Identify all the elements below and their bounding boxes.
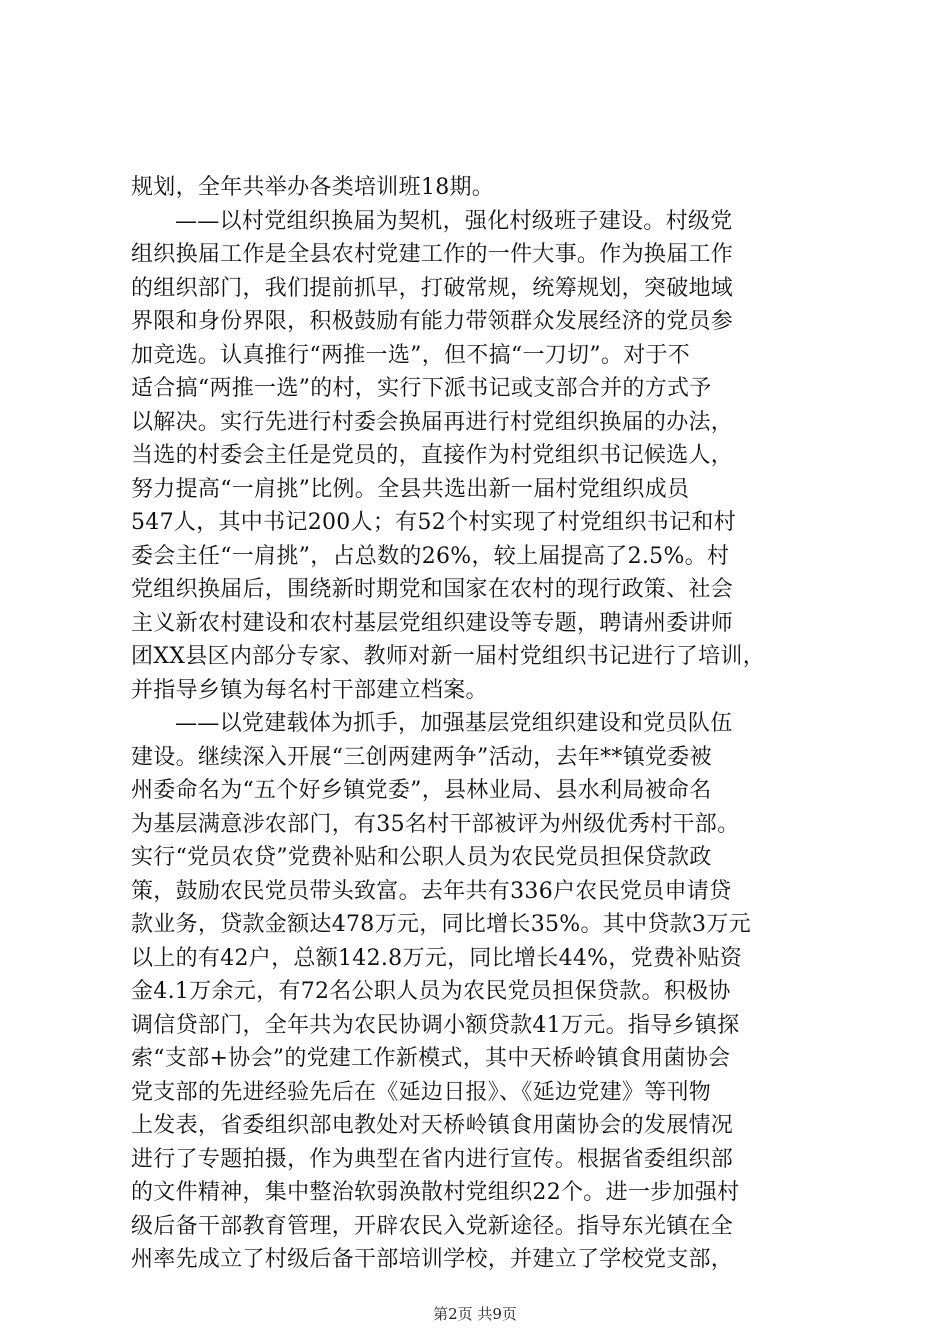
text-line: 团XX县区内部分专家、教师对新一届村党组织书记进行了培训， (131, 644, 766, 669)
text-line: 以上的有42户，总额142.8万元，同比增长44%，党费补贴资 (131, 945, 743, 971)
text-line: 党支部的先进经验先后在《延边日报》、《延边党建》等刊物 (131, 1079, 712, 1105)
text-line: 金4.1万余元，有72名公职人员为农民党员担保贷款。积极协 (131, 979, 731, 1004)
text-line: ——以党建载体为抓手，加强基层党组织建设和党员队伍 (175, 711, 733, 736)
text-line: 努力提高“一肩挑”比例。全县共选出新一届村党组织成员 (131, 476, 690, 502)
text-line: 当选的村委会主任是党员的，直接作为村党组织书记候选人， (131, 443, 734, 468)
text-line: 州率先成立了村级后备干部培训学校，并建立了学校党支部， (131, 1247, 734, 1272)
text-line: 为基层满意涉农部门，有35名村干部被评为州级优秀村干部。 (131, 811, 740, 837)
text-line: 并指导乡镇为每名村干部建立档案。 (131, 677, 488, 703)
text-line: 进行了专题拍摄，作为典型在省内进行宣传。根据省委组织部 (131, 1146, 734, 1172)
text-line: ——以村党组织换届为契机，强化村级班子建设。村级党 (175, 208, 733, 234)
text-line: 的组织部门，我们提前抓早，打破常规，统筹规划，突破地域 (131, 275, 734, 301)
text-line: 规划，全年共举办各类培训班18期。 (131, 175, 495, 200)
page-footer: 第2页 共9页 (433, 1305, 517, 1323)
text-line: 主义新农村建设和农村基层党组织建设等专题，聘请州委讲师 (131, 610, 734, 636)
text-line: 索“支部+协会”的党建工作新模式，其中天桥岭镇食用菌协会 (131, 1046, 731, 1071)
text-line: 建设。继续深入开展“三创两建两争”活动，去年**镇党委被 (131, 744, 712, 770)
text-line: 委会主任“一肩挑”，占总数的26%，较上届提高了2.5%。村 (131, 543, 730, 569)
text-line: 实行“党员农贷”党费补贴和公职人员为农民党员担保贷款政 (131, 845, 712, 870)
text-line: 界限和身份界限，积极鼓励有能力带领群众发展经济的党员参 (131, 309, 734, 334)
body-text (131, 171, 831, 1277)
text-line: 加竞选。认真推行“两推一选”，但不搞“一刀切”。对于不 (131, 342, 691, 368)
text-line: 上发表，省委组织部电教处对天桥岭镇食用菌协会的发展情况 (131, 1113, 734, 1138)
text-line: 款业务，贷款金额达478万元，同比增长35%。其中贷款3万元 (131, 912, 751, 937)
text-line: 以解决。实行先进行村委会换届再进行村党组织换届的办法， (131, 409, 734, 435)
text-line: 的文件精神，集中整治软弱涣散村党组织22个。进一步加强村 (131, 1180, 740, 1205)
text-line: 策，鼓励农民党员带头致富。去年共有336户农民党员申请贷 (131, 878, 732, 904)
text-line: 适合搞“两推一选”的村，实行下派书记或支部合并的方式予 (131, 376, 712, 401)
text-line: 党组织换届后，围绕新时期党和国家在农村的现行政策、社会 (131, 577, 734, 602)
text-line: 级后备干部教育管理，开辟农民入党新途径。指导东光镇在全 (131, 1213, 734, 1239)
text-line: 组织换届工作是全县农村党建工作的一件大事。作为换届工作 (131, 242, 734, 267)
text-line: 547人，其中书记200人；有52个村实现了村党组织书记和村 (131, 510, 736, 535)
text-line: 州委命名为“五个好乡镇党委”，县林业局、县水利局被命名 (131, 778, 712, 803)
text-line: 调信贷部门，全年共为农民协调小额贷款41万元。指导乡镇探 (131, 1012, 740, 1038)
